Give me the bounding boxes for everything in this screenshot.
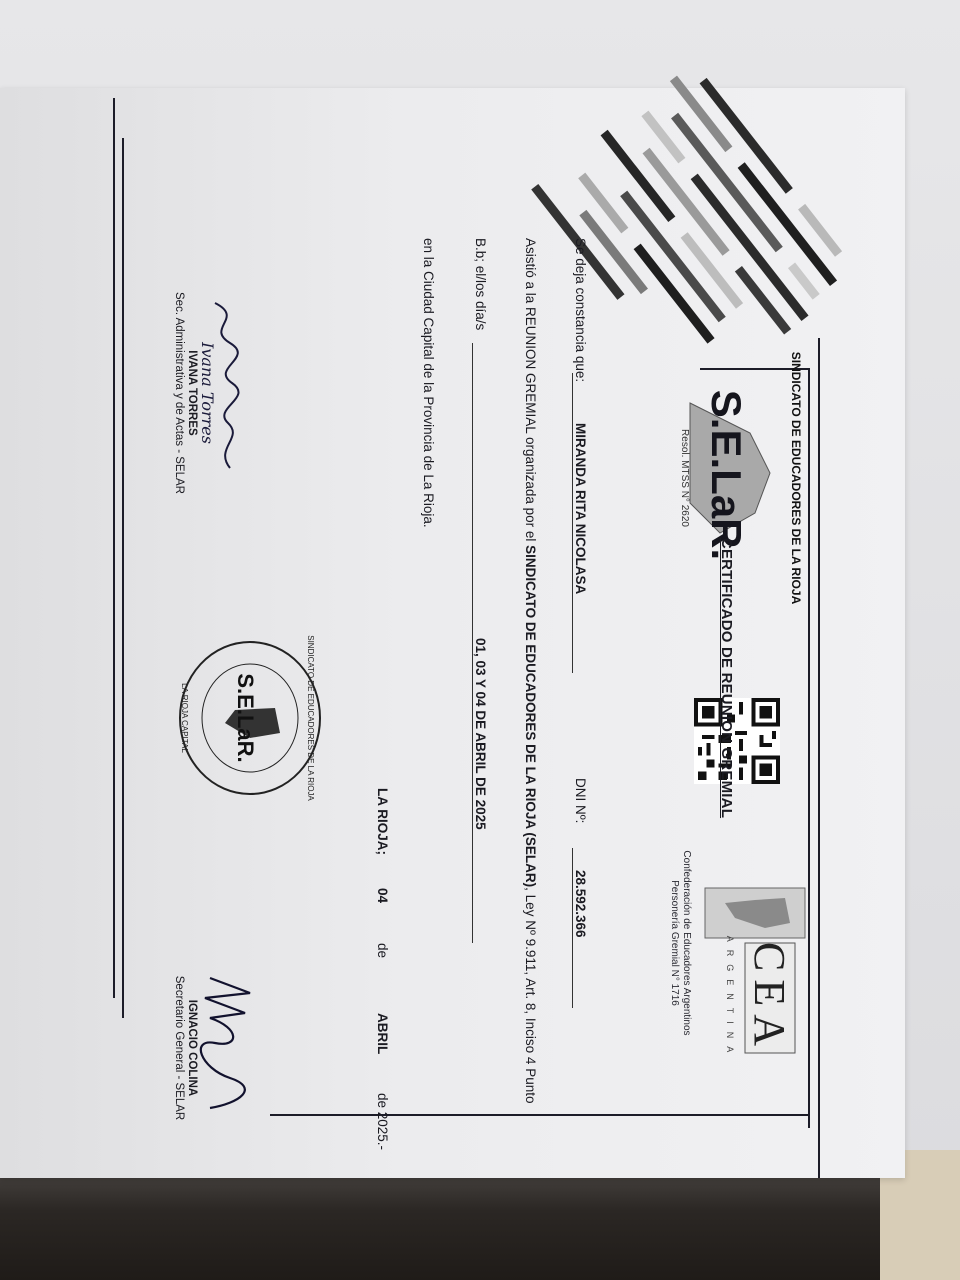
- bottom-border-line-inner: [122, 138, 124, 1018]
- date-year: de 2025.-: [375, 1093, 390, 1151]
- date-day: 04: [375, 888, 390, 904]
- organization-name: SINDICATO DE EDUCADORES DE LA RIOJA (SELAR): [523, 545, 538, 888]
- cea-caption-line1: Confederación de Educadores Argentinos: [681, 850, 692, 1036]
- bottom-border-line: [113, 98, 115, 998]
- location-text: en la Ciudad Capital de la Provincia de La Rioja.: [421, 238, 436, 528]
- decorative-stripes: [550, 98, 850, 398]
- attendance-line: [523, 238, 538, 1103]
- seal-outer-text: SINDICATO DE EDUCADORES DE LA RIOJA: [306, 635, 315, 801]
- table-edge: [0, 1165, 960, 1280]
- date-de: de: [375, 943, 390, 959]
- logo-acronym: S.E.LaR.: [703, 389, 750, 561]
- cea-caption: [668, 828, 692, 1058]
- person-name: MIRANDA RITA NICOLASA: [573, 423, 588, 595]
- attendance-prefix: Asistió a la REUNION GREMIAL organizada por el: [523, 238, 538, 542]
- days-value: 01, 03 Y 04 DE ABRIL DE 2025: [473, 638, 488, 830]
- right-signatory-name: IGNACIO COLINA: [186, 999, 198, 1097]
- right-signatory-role: Secretario General - SELAR: [173, 975, 185, 1121]
- left-signature-script: Ivana Torres: [198, 342, 217, 444]
- attendance-suffix: , Ley Nº 9.911, Art. 8, Inciso 4 Punto: [523, 887, 538, 1104]
- qr-code: [694, 698, 780, 784]
- official-seal: [170, 635, 330, 801]
- date-city: LA RIOJA;: [375, 788, 390, 855]
- seal-acronym: S.E.LaR.: [233, 673, 258, 763]
- left-signature-handwriting: [200, 298, 250, 488]
- dni-label: DNI Nº:: [573, 778, 588, 824]
- left-signatory-name: IVANA TORRES: [186, 350, 198, 436]
- dni-value: 28.592.366: [573, 870, 588, 938]
- cea-letters: CEA: [745, 942, 794, 1054]
- logo-resolution: Resol. MTSS N° 2620: [679, 429, 690, 527]
- seal-bottom-text: LA RIOJA CAPITAL: [180, 683, 189, 753]
- certificate-paper: [0, 88, 905, 1178]
- selar-logo: [670, 351, 810, 605]
- left-signature-block: [172, 228, 198, 558]
- cea-logo: [695, 888, 805, 1061]
- top-border-line: [818, 338, 820, 1178]
- cea-caption-line2: Personería Gremial N° 1716: [669, 880, 680, 1006]
- certificate-title: CERTIFICADO DE REUNION GREMIAL: [718, 537, 735, 819]
- intro-label: Se deja constancia que:: [573, 238, 588, 383]
- cea-country: ARGENTINA: [725, 935, 735, 1061]
- days-label: B.b; el/los día/s: [473, 238, 488, 331]
- logo-arc-text: SINDICATO DE EDUCADORES DE LA RIOJA: [789, 351, 803, 605]
- left-signatory-role: Sec. Administrativa y de Actas - SELAR: [173, 292, 185, 494]
- certificate-page: [90, 98, 850, 1178]
- date-month: ABRIL: [375, 1013, 390, 1055]
- right-signature-block: [172, 938, 198, 1158]
- right-signature-handwriting: [190, 968, 260, 1118]
